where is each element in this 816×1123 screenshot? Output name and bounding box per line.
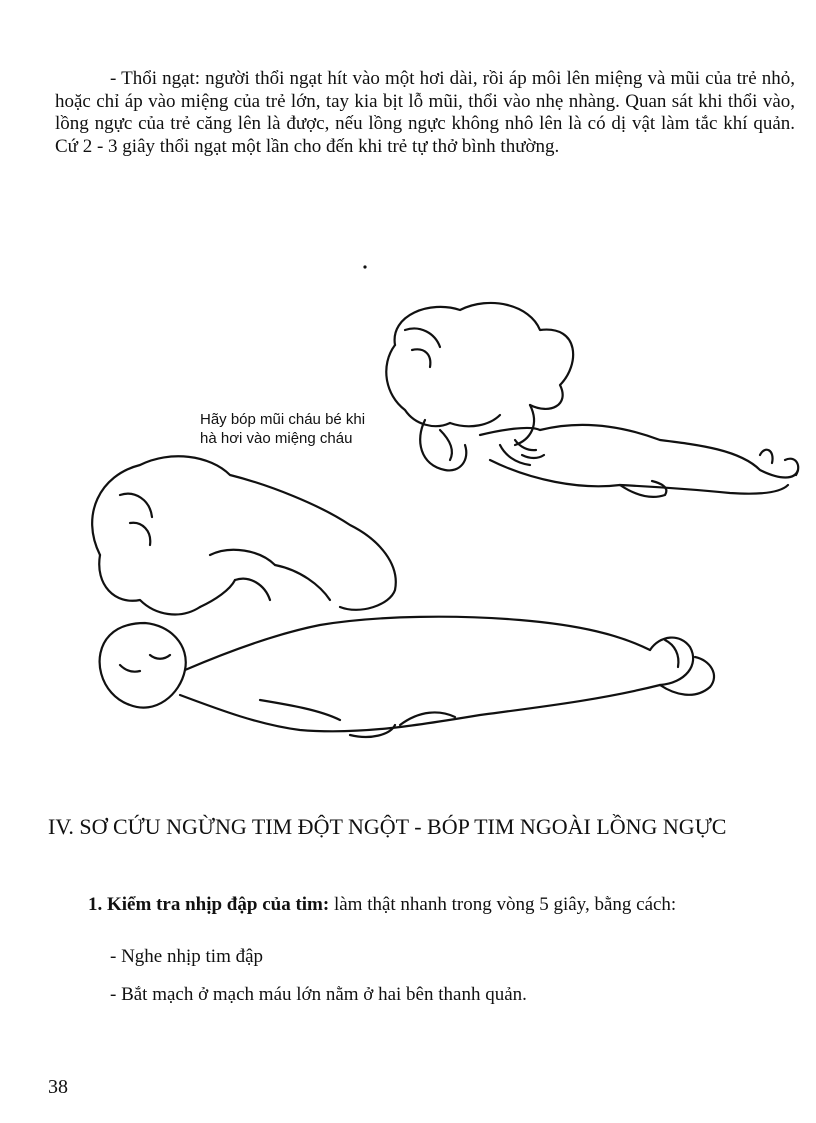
adult-with-child-drawing: [92, 456, 714, 737]
bullet-check-pulse: - Bắt mạch ở mạch máu lớn nằm ở hai bên thanh quản.: [110, 984, 527, 1005]
heart-check-paragraph: [48, 894, 778, 916]
rescue-breathing-illustration: [60, 255, 810, 775]
illustration-caption: Hãy bóp mũi cháu bé khi hà hơi vào miệng cháu: [200, 411, 366, 447]
section-heading: IV. SƠ CỨU NGỪNG TIM ĐỘT NGỘT - BÓP TIM NGOÀI LỒNG NGỰC: [48, 814, 727, 839]
heart-check-label: 1. Kiểm tra nhịp đập của tim:: [88, 894, 330, 915]
rescue-breathing-paragraph: - Thổi ngạt: người thổi ngạt hít vào một hơi dài, rồi áp môi lên miệng và mũi của trẻ nhỏ, hoặc chỉ áp vào miệng của trẻ lớn, tay kia bịt lỗ mũi, thổi vào nhẹ nhàng. Quan sát khi thổi vào, lồng ngực của trẻ căng lên là được, nếu lồng ngực không nhô lên là có dị vật làm tắc khí quản. Cứ 2 - 3 giây thổi ngạt một lần cho đến khi trẻ tự thở bình thường.: [55, 68, 795, 157]
line-drawing: [60, 255, 810, 775]
page-number: 38: [48, 1076, 68, 1098]
adult-with-infant-drawing: [386, 303, 798, 497]
heart-check-text: làm thật nhanh trong vòng 5 giây, bằng cách:: [329, 894, 677, 915]
bullet-listen-heartbeat: - Nghe nhịp tim đập: [110, 946, 264, 967]
